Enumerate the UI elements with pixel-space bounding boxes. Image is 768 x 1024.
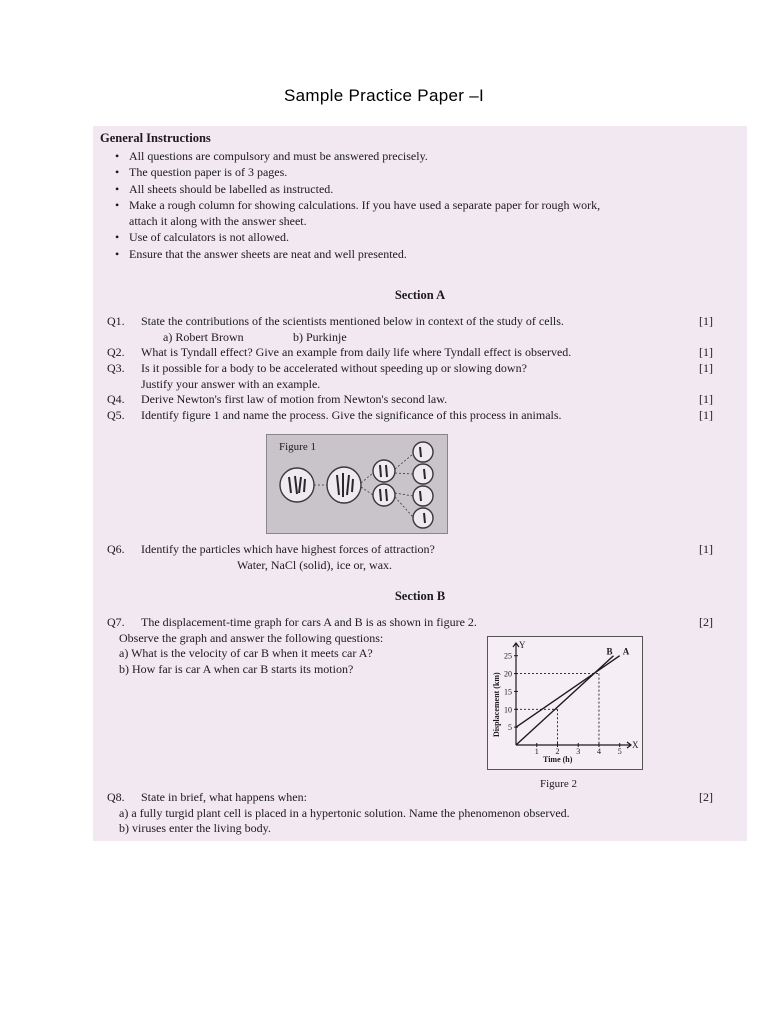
section-b-heading: Section B	[394, 589, 446, 603]
section-a-heading: Section A	[394, 288, 446, 302]
x-tick-label: 3	[576, 747, 581, 756]
y-tick-label: 10	[504, 705, 512, 715]
y-tick-label: 15	[504, 687, 512, 697]
scanned-question-paper	[93, 126, 747, 841]
instruction-item: • All sheets should be labelled as instructed.	[115, 181, 334, 196]
figure-2-graph	[487, 636, 643, 770]
marks-badge: [1]	[699, 345, 713, 359]
instructions-heading: General Instructions	[100, 131, 211, 145]
question-2: Q2. What is Tyndall effect? Give an example from daily life where Tyndall effect is observed. [1]	[107, 345, 713, 359]
y-tick-label: 5	[508, 723, 512, 733]
x-axis-letter: X	[632, 740, 639, 750]
question-5: Q5. Identify figure 1 and name the process. Give the significance of this process in animals. [1]	[107, 408, 713, 422]
y-axis-letter: Y	[519, 640, 526, 650]
y-axis-label: Displacement (km)	[492, 672, 501, 737]
figure-1-label: Figure 1	[279, 441, 316, 453]
displacement-time-chart	[488, 637, 644, 771]
series-line-b	[516, 656, 613, 745]
instruction-item-continued: attach it along with the answer sheet.	[129, 214, 307, 229]
marks-badge: [2]	[699, 790, 713, 804]
marks-badge: [1]	[699, 361, 713, 375]
marks-badge: [1]	[699, 392, 713, 406]
y-tick-label: 20	[504, 669, 512, 679]
y-tick-label: 25	[504, 651, 512, 661]
option-a: a) Robert Brown	[163, 329, 244, 344]
page-title: Sample Practice Paper –I	[284, 86, 484, 105]
question-7: Q7. The displacement-time graph for cars A and B is as shown in figure 2. [2] Observe the graph and answer the following questions: a) What is the velocity of car B when it meets car A? b) How far is car A when car B starts its motion?	[107, 615, 713, 676]
question-8: Q8. State in brief, what happens when: [2] a) a fully turgid plant cell is placed in a hypertonic solution. Name the phenomenon observed. b) viruses enter the living body.	[107, 790, 713, 835]
question-3: Q3. Is it possible for a body to be accelerated without speeding up or slowing down? [1] Justify your answer with an example.	[107, 361, 713, 391]
marks-badge: [1]	[699, 408, 713, 422]
instruction-item: • Make a rough column for showing calculations. If you have used a separate paper for rough work,	[115, 197, 601, 212]
instruction-item: • All questions are compulsory and must be answered precisely.	[115, 149, 428, 163]
question-6: Q6. Identify the particles which have highest forces of attraction? [1] Water, NaCl (solid), ice or, wax.	[107, 542, 713, 572]
instruction-item: • The question paper is of 3 pages.	[115, 165, 288, 180]
marks-badge: [1]	[699, 542, 713, 556]
instruction-item: • Use of calculators is not allowed.	[115, 230, 289, 245]
x-tick-label: 2	[555, 747, 560, 756]
marks-badge: [2]	[699, 615, 713, 629]
marks-badge: [1]	[699, 314, 713, 328]
figure-1-mitosis	[266, 434, 448, 534]
option-b: b) Purkinje	[293, 329, 347, 344]
question-4: Q4. Derive Newton's first law of motion from Newton's second law. [1]	[107, 392, 713, 406]
question-1: Q1. State the contributions of the scientists mentioned below in context of the study of cells. [1] a) Robert Brown b) Purkinje	[107, 314, 713, 344]
figure-2-caption: Figure 2	[540, 778, 577, 790]
series-label-b: B	[606, 646, 613, 657]
x-tick-label: 5	[617, 747, 622, 756]
x-tick-label: 1	[534, 747, 539, 756]
series-line-a	[516, 656, 620, 727]
instruction-item: • Ensure that the answer sheets are neat and well presented.	[115, 246, 407, 261]
x-tick-label: 4	[596, 747, 601, 756]
x-axis-label: Time (h)	[543, 755, 573, 764]
series-label-a: A	[622, 646, 630, 657]
instructions-list	[107, 148, 727, 262]
